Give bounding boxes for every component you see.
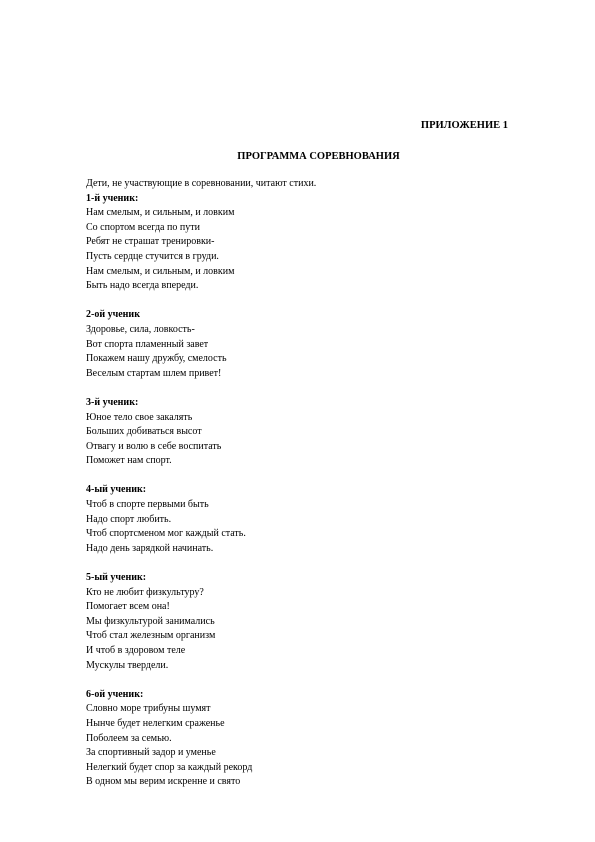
- document-body: [86, 177, 526, 790]
- stanza-2: [86, 308, 526, 381]
- stanza-heading: 4-ый ученик:: [86, 484, 147, 496]
- verse-line: Нам смелым, и сильным, и ловким: [86, 265, 235, 277]
- stanza-spacer: [86, 294, 526, 309]
- verse-line: И чтоб в здоровом теле: [86, 645, 186, 656]
- stanza-spacer: [86, 673, 526, 688]
- verse-line: Надо день зарядкой начинать.: [86, 542, 214, 554]
- verse-line: В одном мы верим искренне и свято: [86, 776, 241, 788]
- stanza-heading: 1-й ученик:: [86, 192, 139, 204]
- verse-line: Чтоб в спорте первыми быть: [86, 499, 209, 511]
- verse-line: Быть надо всегда впереди.: [86, 280, 199, 292]
- verse-line: Здоровье, сила, ловкость-: [86, 323, 195, 335]
- stanza-spacer: [86, 469, 526, 484]
- stanza-3: [86, 396, 526, 469]
- verse-line: Кто не любит физкультуру?: [86, 586, 204, 598]
- verse-line: Поможет нам спорт.: [86, 455, 172, 467]
- verse-line: Чтоб спортсменом мог каждый стать.: [86, 528, 246, 540]
- stanza-spacer: [86, 381, 526, 396]
- verse-line: Поболеем за семью.: [86, 732, 172, 744]
- stanza-heading: 6-ой ученик:: [86, 688, 144, 700]
- verse-line: Нам смелым, и сильным, и ловким: [86, 207, 235, 219]
- verse-line: Больших добиваться высот: [86, 426, 202, 438]
- stanza-5: [86, 571, 526, 673]
- verse-line: Нелегкий будет спор за каждый рекорд: [86, 761, 253, 773]
- verse-line: Мускулы твердели.: [86, 659, 169, 671]
- verse-line: Словно море трибуны шумят: [86, 703, 211, 715]
- stanza-spacer: [86, 556, 526, 571]
- stanza-6: [86, 688, 526, 790]
- intro-text: Дети, не участвующие в соревновании, читают стихи.: [86, 178, 317, 189]
- verse-line: Вот спорта пламенный завет: [86, 338, 209, 350]
- verse-line: Нынче будет нелегким сраженье: [86, 717, 225, 729]
- stanza-heading: 5-ый ученик:: [86, 572, 147, 584]
- verse-line: Помогает всем она!: [86, 601, 170, 613]
- stanza-1: [86, 192, 526, 294]
- verse-line: Пусть сердце стучится в груди.: [86, 250, 219, 262]
- page-title: ПРОГРАММА СОРЕВНОВАНИЯ: [237, 151, 400, 162]
- verse-line: Надо спорт любить.: [86, 513, 172, 525]
- verse-line: Со спортом всегда по пути: [86, 221, 200, 233]
- stanza-heading: 2-ой ученик: [86, 309, 140, 321]
- verse-line: Веселым стартам шлем привет!: [86, 367, 222, 379]
- appendix-label: ПРИЛОЖЕНИЕ 1: [420, 120, 508, 131]
- verse-line: Покажем нашу дружбу, смелость: [86, 353, 227, 365]
- verse-line: За спортивный задор и уменье: [86, 747, 216, 759]
- verse-line: Отвагу и волю в себе воспитать: [86, 440, 222, 452]
- stanza-4: [86, 483, 526, 556]
- verse-line: Мы физкультурой занимались: [86, 615, 215, 627]
- verse-line: Чтоб стал железным организм: [86, 630, 216, 642]
- stanza-heading: 3-й ученик:: [86, 396, 139, 408]
- verse-line: Юное тело свое закалять: [86, 411, 193, 423]
- verse-line: Ребят не страшат тренировки-: [86, 236, 215, 248]
